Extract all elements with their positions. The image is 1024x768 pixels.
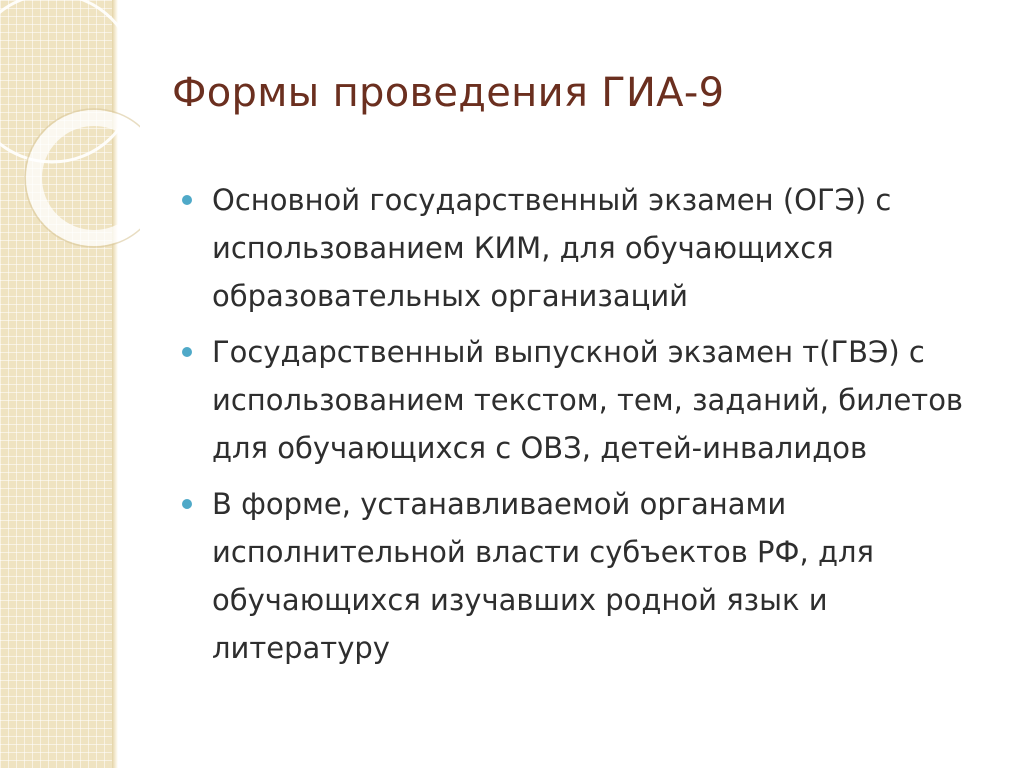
bullet-dot-icon — [182, 195, 192, 205]
bullet-text: Основной государственный экзамен (ОГЭ) с использованием КИМ, для обучающихся образовательных организаций — [212, 183, 892, 313]
bullet-text: В форме, устанавливаемой органами исполнительной власти субъектов РФ, для обучающихся изучавших родной язык и литературу — [212, 487, 874, 665]
decorative-rings-graphic — [0, 0, 140, 260]
bullet-text: Государственный выпускной экзамен т(ГВЭ) с использованием текстом, тем, заданий, билетов для обучающихся с ОВЗ, детей-инвалидов — [212, 335, 964, 465]
bullet-list — [178, 176, 988, 680]
bullet-item — [178, 480, 988, 672]
large-ring — [0, 0, 136, 162]
bullet-item — [178, 176, 988, 320]
medium-ring — [34, 118, 140, 238]
slide-title: Формы проведения ГИА-9 — [172, 70, 725, 116]
bullet-dot-icon — [182, 499, 192, 509]
bullet-dot-icon — [182, 347, 192, 357]
bullet-item — [178, 328, 988, 472]
